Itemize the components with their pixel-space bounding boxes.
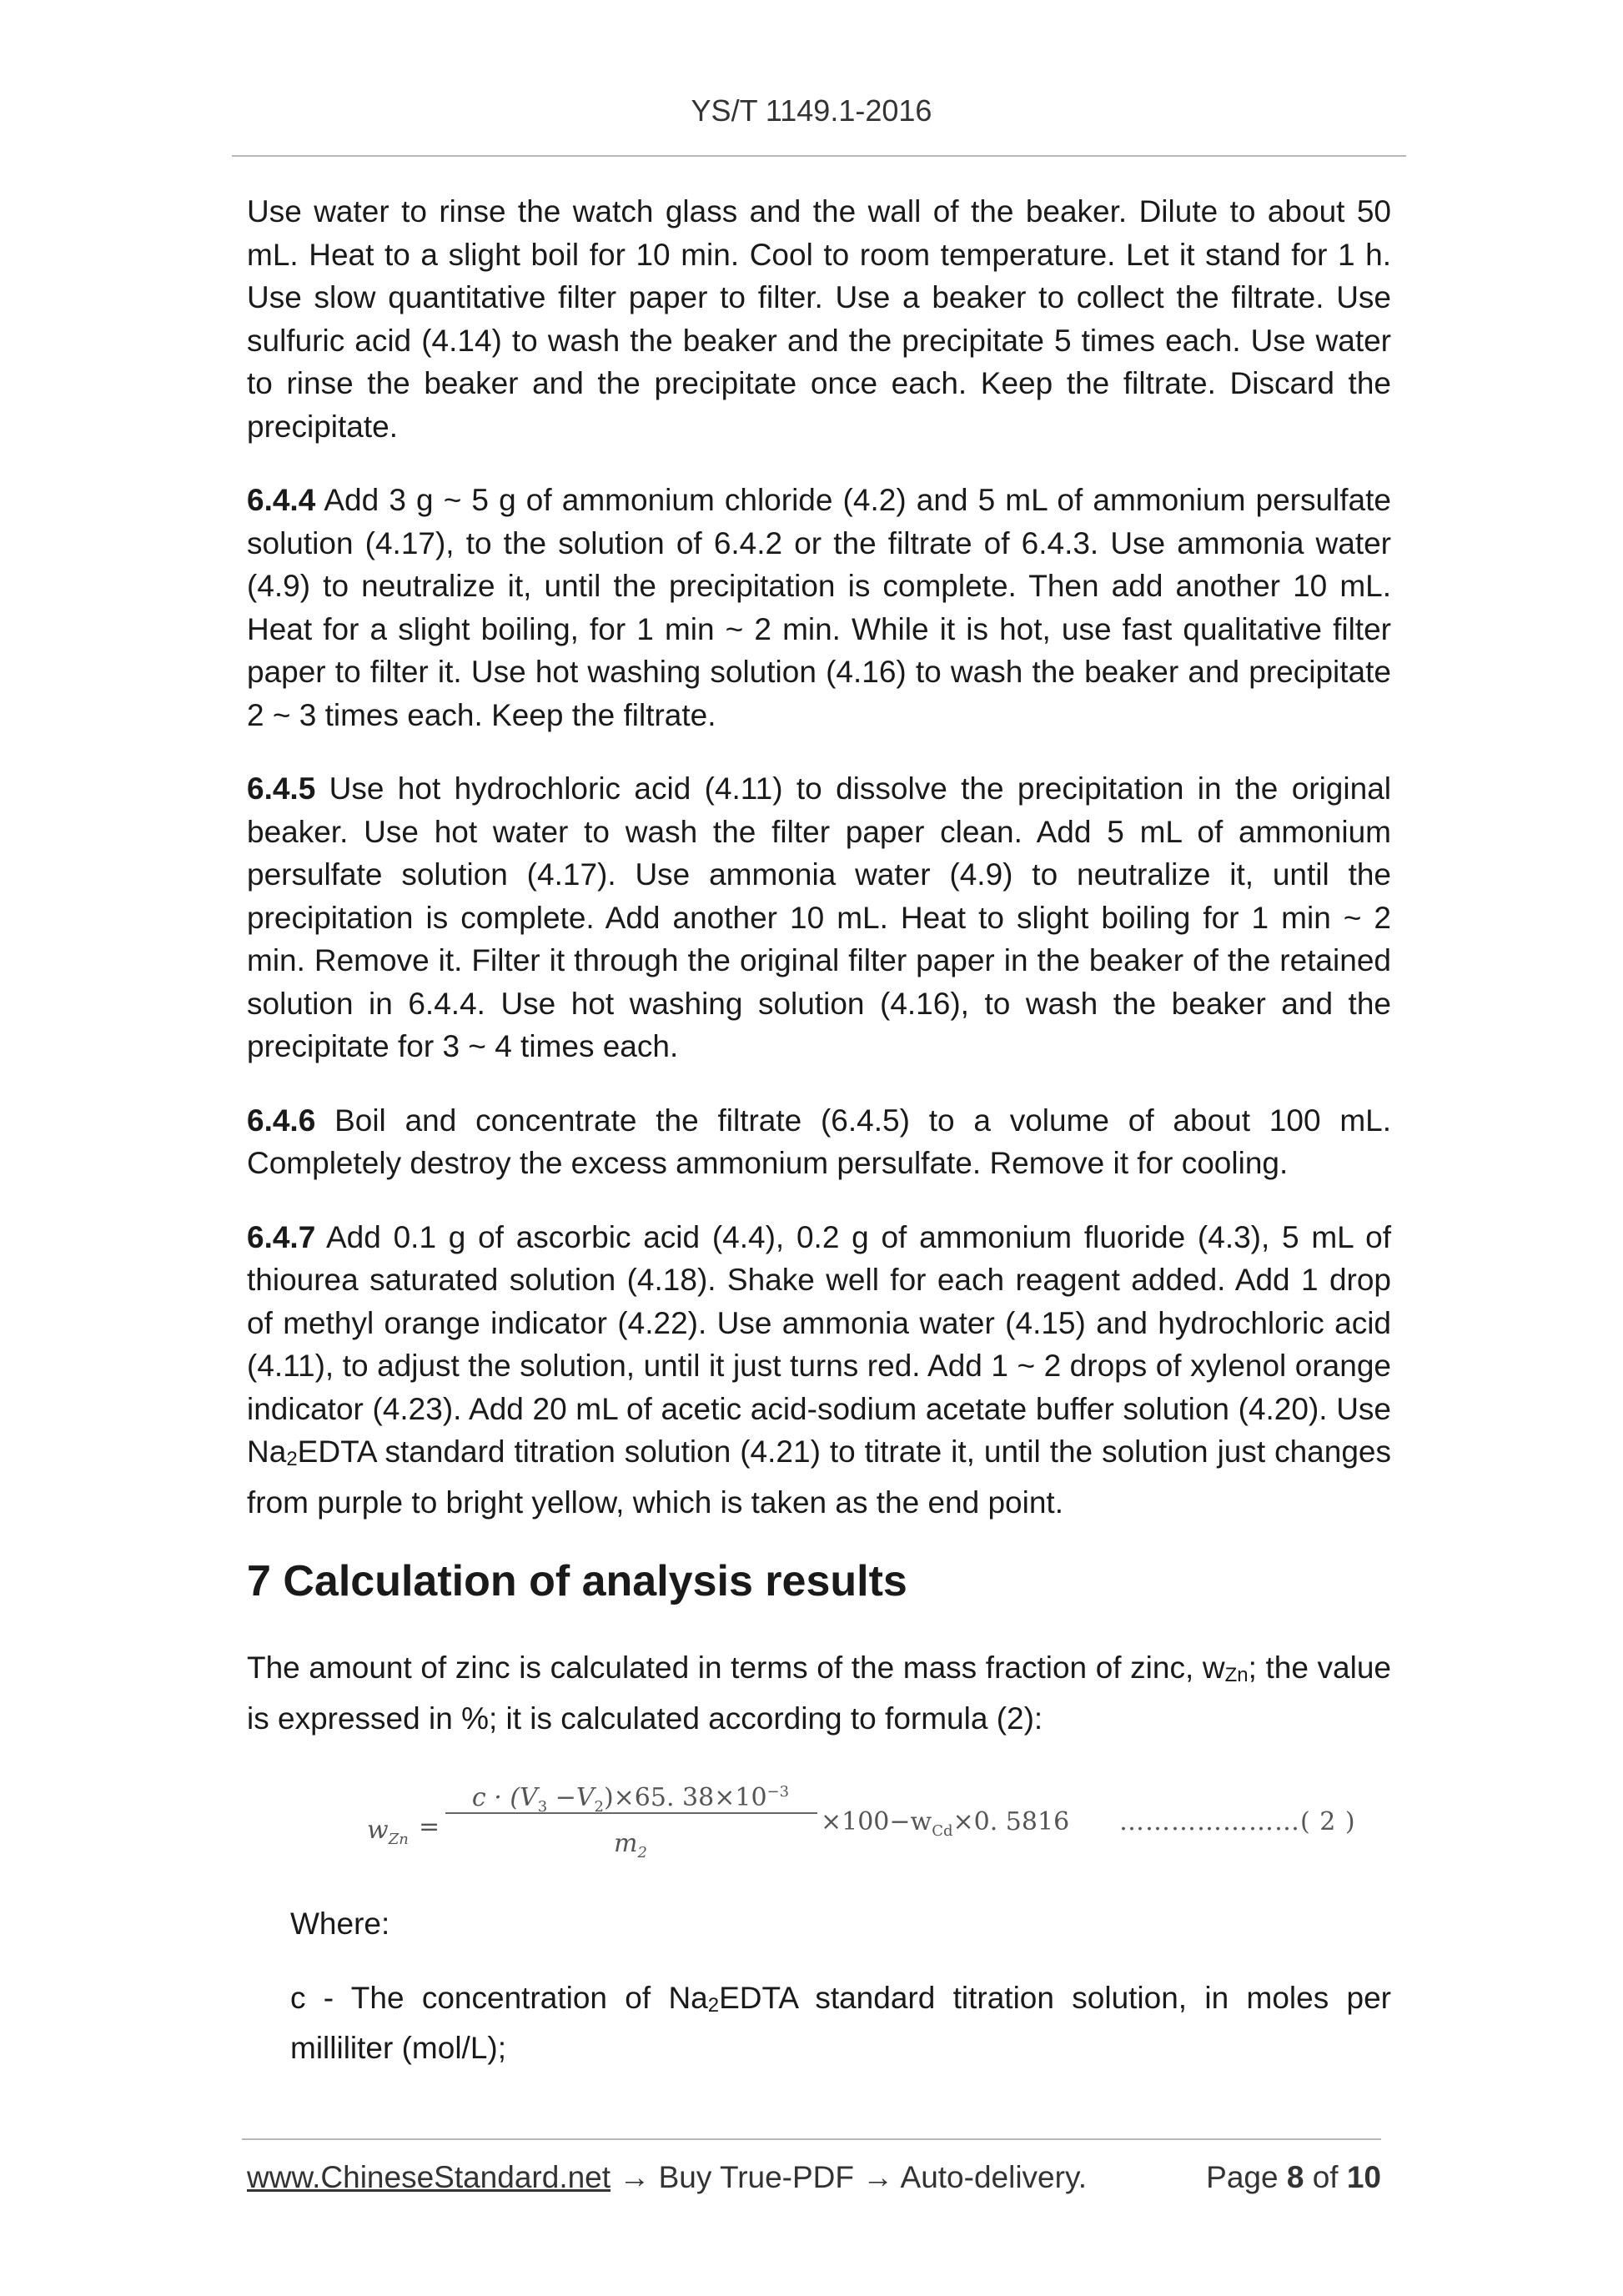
fraction-bar bbox=[445, 1812, 817, 1814]
site-link[interactable]: www.ChineseStandard.net bbox=[247, 2160, 611, 2194]
clause-text: Add 3 g ~ 5 g of ammonium chloride (4.2) and 5 mL of ammonium persulfate solution (4.17), to the solution of 6.4.2 or the filtrate of 6.4.3. Use ammonia water (4.9) to neutralize it, until the precipitation is complete. Then add another 10 mL. Heat for a slight boiling, for 1 min ~ 2 min. While it is hot, use fast qualitative filter paper to filter it. Use hot washing solution (4.16) to wash the beaker and precipitate 2 ~ 3 times each. Keep the filtrate. bbox=[247, 483, 1391, 732]
formula-lhs: $w_{Zn}$ bbox=[367, 1816, 409, 1848]
paragraph-643-continued: Use water to rinse the watch glass and the wall of the beaker. Dilute to about 50 mL. Heat to a slight boil for 10 min. Cool to room temperature. Let it stand for 1 h. Use slow quantitative filter paper to filter. Use a beaker to collect the filtrate. Use sulfuric acid (4.14) to wash the beaker and the precipitate 5 times each. Use water to rinse the beaker and the precipitate once each. Keep the filtrate. Discard the precipitate. bbox=[247, 194, 1391, 444]
footer-divider bbox=[242, 2138, 1381, 2140]
clause-6-4-7 bbox=[247, 1216, 1391, 1525]
formula-denominator: $m_2$ bbox=[614, 1829, 647, 1861]
page-number: Page 8 of 10 bbox=[1206, 2160, 1381, 2194]
clause-text: Use hot hydrochloric acid (4.11) to dissolve the precipitation in the original beaker. Use hot water to wash the filter paper clean. Add 5 mL of ammonium persulfate solution (4.17). Use ammonia water (4.9) to neutralize it, until the precipitation is complete. Add another 10 mL. Heat to slight boiling for 1 min ~ 2 min. Remove it. Filter it through the original filter paper in the beaker of the retained solution in 6.4.4. Use hot washing solution (4.16), to wash the beaker and the precipitate for 3 ~ 4 times each. bbox=[247, 771, 1391, 1063]
standard-id: YS/T 1149.1-2016 bbox=[691, 93, 932, 128]
clause-number: 6.4.6 bbox=[247, 1103, 316, 1138]
formula-numerator: $c \cdot (V_3 -V_2)\times 65$. $38\times 10^{-3}$ bbox=[471, 1783, 790, 1816]
formula-2 bbox=[247, 1771, 1391, 1871]
clause-6-4-5 bbox=[247, 767, 1391, 1068]
formula-number: …………………( 2 ) bbox=[1119, 1807, 1356, 1836]
clause-text: Add 0.1 g of ascorbic acid (4.4), 0.2 g of ammonium fluoride (4.3), 5 mL of thiourea saturated solution (4.18). Shake well for each reagent added. Add 1 drop of methyl orange indicator (4.22). Use ammonia water (4.15) and hydrochloric acid (4.11), to adjust the solution, until it just turns red. Add 1 ~ 2 drops of xylenol orange indicator (4.23). Add 20 mL of acetic acid-sodium acetate buffer solution (4.20). Use Na bbox=[247, 1219, 1391, 1469]
header-divider bbox=[232, 155, 1406, 157]
clause-number: 6.4.5 bbox=[247, 771, 316, 806]
definition-c: c - The concentration of Na2EDTA standard titration solution, in moles per milliliter (mol/L); bbox=[290, 1980, 1391, 2065]
clause-text: Boil and concentrate the filtrate (6.4.5) to a volume of about 100 mL. Completely destroy the excess ammonium persulfate. Remove it for cooling. bbox=[247, 1103, 1391, 1180]
footer-tagline: → Buy True-PDF → Auto-delivery. bbox=[611, 2160, 1087, 2194]
clause-6-4-4 bbox=[247, 479, 1391, 736]
clause-number: 6.4.4 bbox=[247, 483, 316, 517]
document-body bbox=[247, 190, 1391, 2101]
subscript: 2 bbox=[286, 1448, 298, 1470]
clause-text: EDTA standard titration solution (4.21) to titrate it, until the solution just changes from purple to bright yellow, which is taken as the end point. bbox=[247, 1434, 1391, 1520]
formula-equals: = bbox=[419, 1812, 440, 1841]
clause-number: 6.4.7 bbox=[247, 1219, 316, 1254]
page-footer bbox=[247, 2160, 1381, 2195]
clause-6-4-6 bbox=[247, 1099, 1391, 1185]
where-label: Where: bbox=[290, 1907, 390, 1941]
section-title: 7 Calculation of analysis results bbox=[247, 1557, 907, 1605]
document-header bbox=[0, 93, 1623, 128]
subscript: 2 bbox=[707, 1993, 720, 2017]
subscript: Zn bbox=[1224, 1664, 1249, 1686]
formula-tail: $\times 100-w_{Cd}\times 0$. 5816 bbox=[821, 1807, 1070, 1840]
section-intro: The amount of zinc is calculated in terms of the mass fraction of zinc, wZn; the value is expressed in %; it is calculated according to formula (2): bbox=[247, 1650, 1391, 1736]
